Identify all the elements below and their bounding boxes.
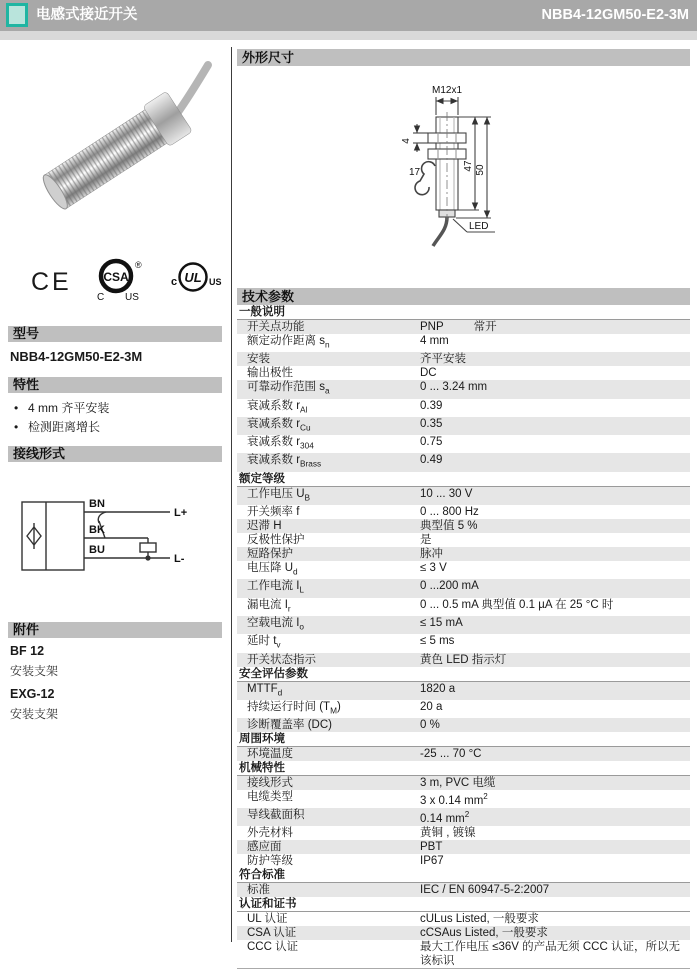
spec-row xyxy=(237,435,690,453)
spec-row xyxy=(237,653,690,667)
top-bar xyxy=(0,0,697,31)
spec-row xyxy=(237,700,690,718)
ce-mark-icon xyxy=(30,260,74,300)
product-model-header: NBB4-12GM50-E2-3M xyxy=(541,7,689,23)
spec-row xyxy=(237,352,690,366)
spec-value: DC xyxy=(420,367,437,380)
spec-label: 导线截面积 xyxy=(247,808,305,821)
dim-4-label: 4 xyxy=(401,138,412,144)
junction-dot xyxy=(145,555,150,560)
spec-value-secondary: 常开 xyxy=(473,321,497,333)
section-header-dimensions: 外形尺寸 xyxy=(237,49,690,66)
tech-parameters-table xyxy=(237,305,690,969)
spec-row xyxy=(237,776,690,790)
spec-row xyxy=(237,790,690,808)
dim-47-label: 47 xyxy=(463,160,474,172)
spec-row xyxy=(237,826,690,840)
spec-value: 典型值 5 % xyxy=(420,520,478,533)
product-photo xyxy=(26,53,216,248)
ul-mark-icon xyxy=(164,260,222,300)
spec-value: 4 mm xyxy=(420,335,449,347)
spec-label: 电压降 $U_d$ xyxy=(247,562,298,577)
section-header-accessories: 附件 xyxy=(8,622,222,638)
spec-row xyxy=(237,854,690,868)
column-divider xyxy=(231,47,232,942)
spec-label: 额定动作距离 $s_n$ xyxy=(247,335,330,350)
page-title: 电感式接近开关 xyxy=(36,7,138,23)
right-column xyxy=(237,45,690,969)
dim-17-label: 17 xyxy=(409,167,421,178)
spec-label: 开关点功能 xyxy=(247,321,305,333)
spec-value: 0.39 xyxy=(420,399,443,412)
feature-item: • 4 mm 齐平安装 xyxy=(12,399,222,418)
spec-row xyxy=(237,718,690,732)
spec-value: 10 ... 30 V xyxy=(420,487,473,500)
accessory-name: BF 12 xyxy=(10,644,45,658)
spec-label: 工作电压 $U_B$ xyxy=(247,487,311,503)
spec-row xyxy=(237,547,690,561)
wire-label-bk: BK xyxy=(89,524,105,536)
spec-label: 漏电流 $I_r$ xyxy=(247,598,291,613)
spec-group-header: 认证和证书 xyxy=(237,897,690,912)
spec-row xyxy=(237,598,690,616)
dim-50-label: 50 xyxy=(475,164,486,176)
spec-label: 外壳材料 xyxy=(247,826,293,839)
spec-group-header: 一般说明 xyxy=(237,305,690,320)
spec-value: 0.35 xyxy=(420,417,443,430)
spec-label: 防护等级 xyxy=(247,854,293,867)
csa-mark-icon xyxy=(88,256,150,304)
svg-text:c: c xyxy=(171,276,178,288)
spec-value: -25 ... 70 °C xyxy=(420,748,482,761)
spec-group-header: 符合标准 xyxy=(237,868,690,883)
spec-label: 诊断覆盖率 (DC) xyxy=(247,719,332,732)
spec-value: 0 ... 800 Hz xyxy=(420,506,479,519)
feature-item: • 检测距离增长 xyxy=(12,418,222,437)
spec-label: 持续运行时间 $(T_M)$ xyxy=(247,700,341,716)
model-number: NBB4-12GM50-E2-3M xyxy=(10,349,143,364)
wire-label-bu: BU xyxy=(89,544,105,556)
spec-value: 齐平安装 xyxy=(420,353,466,366)
spec-row xyxy=(237,380,690,398)
svg-text:US: US xyxy=(209,277,222,287)
spec-value: IP67 xyxy=(420,854,444,867)
spec-row xyxy=(237,487,690,505)
spec-value: 20 a xyxy=(420,700,443,713)
spec-label: 输出极性 xyxy=(247,367,293,380)
spec-value: 0 ...200 mA xyxy=(420,580,479,593)
led-label: LED xyxy=(469,221,489,232)
spec-label: CCC 认证 xyxy=(247,940,299,953)
svg-text:C: C xyxy=(97,292,105,303)
spec-row xyxy=(237,417,690,435)
spec-value: 黄铜 , 镀镍 xyxy=(420,826,476,839)
svg-text:UL: UL xyxy=(184,270,202,285)
spec-value: PNP 常开 xyxy=(420,321,497,333)
dimension-drawing-svg xyxy=(395,80,595,265)
wiring-diagram xyxy=(12,488,212,600)
spec-value: ≤ 3 V xyxy=(420,562,447,575)
accessory-name: EXG-12 xyxy=(10,687,55,701)
spec-label: 感应面 xyxy=(247,840,282,853)
terminal-label-lplus: L+ xyxy=(174,507,188,519)
spec-value: PBT xyxy=(420,840,443,853)
spec-group-header: 安全评估参数 xyxy=(237,667,690,682)
spec-value: cULus Listed, 一般要求 xyxy=(420,912,539,925)
spec-value: 是 xyxy=(420,534,432,547)
certification-logos xyxy=(30,256,222,304)
spec-label: 短路保护 xyxy=(247,548,293,561)
spec-value: 0.14 $mm^2$ xyxy=(420,809,470,825)
spec-label: 开关状态指示 xyxy=(247,653,316,666)
terminal-label-lminus: L- xyxy=(174,553,185,565)
spec-row xyxy=(237,366,690,380)
accessory-description: 安装支架 xyxy=(10,707,59,721)
spec-row xyxy=(237,453,690,471)
spec-label: 电缆类型 xyxy=(247,791,293,804)
dim-thread-label: M12x1 xyxy=(431,85,463,96)
spec-row xyxy=(237,533,690,547)
dimension-drawing xyxy=(237,66,690,288)
sensor-cable xyxy=(176,65,208,115)
spec-value: 最大工作电压 ≤36V 的产品无须 CCC 认证，所以无该标识 xyxy=(420,940,680,967)
svg-text:CSA: CSA xyxy=(103,270,129,284)
header-separator-band xyxy=(0,31,697,40)
spec-value: 0 ... 0.5 mA 典型值 0.1 µA 在 25 °C 时 xyxy=(420,598,614,611)
spec-value: cCSAus Listed, 一般要求 xyxy=(420,926,548,939)
spec-value: IEC / EN 60947-5-2:2007 xyxy=(420,883,550,896)
spec-value: ≤ 15 mA xyxy=(420,616,463,629)
svg-text:CE: CE xyxy=(31,268,72,296)
spec-row xyxy=(237,334,690,352)
spec-group-header: 机械特性 xyxy=(237,761,690,776)
spec-row xyxy=(237,940,690,968)
spec-row xyxy=(237,616,690,634)
spec-label: 衰减系数 $r_{304}$ xyxy=(247,436,314,451)
spec-label: 空载电流 $I_o$ xyxy=(247,616,304,632)
spec-label: CSA 认证 xyxy=(247,926,297,939)
accessories-list xyxy=(8,638,222,724)
spec-row xyxy=(237,747,690,761)
spec-row xyxy=(237,320,690,334)
spec-label: 工作电流 $I_L$ xyxy=(247,580,304,595)
spec-label: 环境温度 xyxy=(247,748,293,761)
section-header-features: 特性 xyxy=(8,377,222,393)
spec-label: 延时 $t_v$ xyxy=(247,635,281,650)
spec-value: 3 x 0.14 $mm^2$ xyxy=(420,792,488,807)
spec-value: 黄色 LED 指示灯 xyxy=(420,653,507,666)
spec-label: 衰减系数 $r_{Brass}$ xyxy=(247,454,322,469)
left-column xyxy=(8,45,222,724)
spec-row xyxy=(237,634,690,652)
spec-label: 可靠动作范围 $s_a$ xyxy=(247,381,330,396)
wire-label-bn: BN xyxy=(89,498,105,510)
spec-value: 0 ... 3.24 mm xyxy=(420,381,488,394)
section-header-connection: 接线形式 xyxy=(8,446,222,462)
spec-label: 衰减系数 $r_{Cu}$ xyxy=(247,417,311,433)
spec-label: 开关频率 f xyxy=(247,506,300,519)
features-list xyxy=(12,399,222,437)
spec-value: 3 m, PVC 电缆 xyxy=(420,777,496,790)
spec-label: 标准 xyxy=(247,883,270,896)
section-header-model: 型号 xyxy=(8,326,222,342)
accessory-description: 安装支架 xyxy=(10,664,59,678)
spec-label: UL 认证 xyxy=(247,912,288,925)
spec-row xyxy=(237,561,690,579)
spec-value: 0.49 xyxy=(420,454,443,467)
spec-row xyxy=(237,926,690,940)
spec-group-header: 额定等级 xyxy=(237,472,690,487)
spec-row xyxy=(237,808,690,826)
wiring-diagram-drawing xyxy=(12,488,212,600)
spec-label: 接线形式 xyxy=(247,777,293,790)
spec-value: 脉冲 xyxy=(420,548,443,561)
spec-row xyxy=(237,579,690,597)
spec-label: 反极性保护 xyxy=(247,534,305,547)
spec-value: 0.75 xyxy=(420,436,443,449)
spec-label: 迟滞 H xyxy=(247,520,282,533)
spec-row xyxy=(237,682,690,700)
spec-label: $MTTF_d$ xyxy=(247,682,283,697)
brand-icon xyxy=(6,3,28,27)
spec-label: 安装 xyxy=(247,353,270,366)
spec-label: 衰减系数 $r_{Al}$ xyxy=(247,399,308,414)
section-header-tech: 技术参数 xyxy=(237,288,690,305)
svg-text:®: ® xyxy=(135,260,142,270)
sensor-photo-illustration xyxy=(26,53,216,248)
spec-value: 0 % xyxy=(420,719,440,732)
spec-row xyxy=(237,399,690,417)
svg-text:US: US xyxy=(125,292,139,303)
spec-row xyxy=(237,840,690,854)
spec-value: 1820 a xyxy=(420,682,456,695)
spec-value: ≤ 5 ms xyxy=(420,635,455,648)
spec-row xyxy=(237,912,690,926)
spec-row xyxy=(237,519,690,533)
spec-row xyxy=(237,505,690,519)
spec-group-header: 周围环境 xyxy=(237,732,690,747)
spec-row xyxy=(237,883,690,897)
